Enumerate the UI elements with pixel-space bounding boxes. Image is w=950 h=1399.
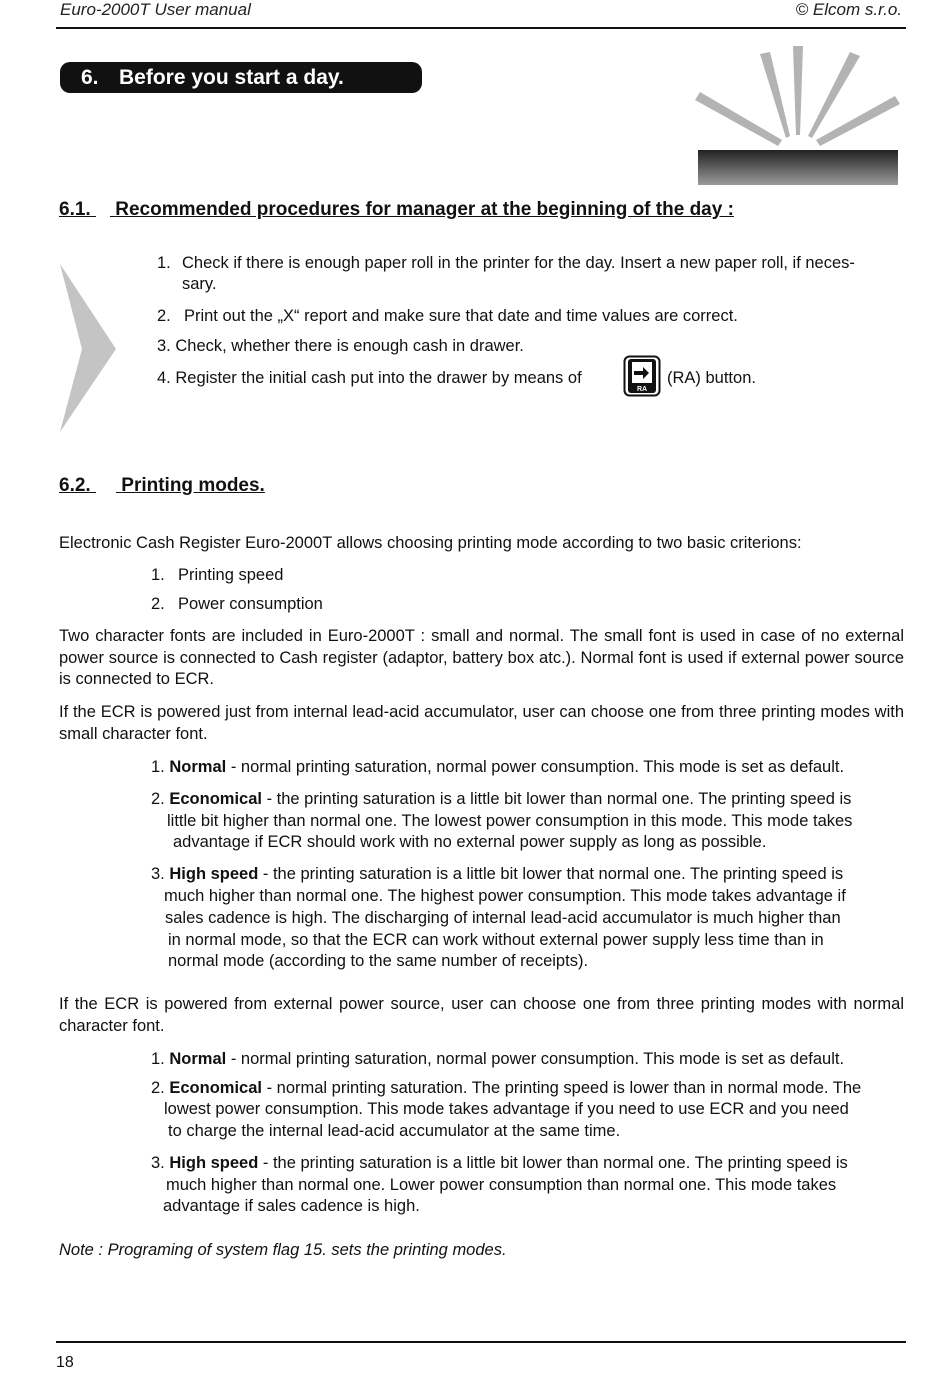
chevron-right-icon (58, 264, 120, 434)
internal-mode-high-speed: 3. High speed - the printing saturation is a little bit lower that normal one. The printing speed is (151, 865, 844, 883)
header-manual-title: Euro-2000T User manual (60, 0, 251, 19)
chapter-number: 6. (81, 66, 99, 89)
step-text: Print out the „X“ report and make sure that date and time values are correct. (183, 307, 738, 325)
criterion-text: Printing speed (177, 566, 284, 584)
header-copyright: © Elcom s.r.o. (795, 0, 902, 19)
section-6-1-title: Recommended procedures for manager at the beginning of the day : (115, 199, 734, 220)
internal-mode-high-speed-line-5: normal mode (according to the same number of receipts). (168, 952, 589, 970)
external-mode-high-speed-line-3: advantage if sales cadence is high. (163, 1197, 420, 1215)
ra-key-icon (623, 355, 661, 397)
step-1-line-1: Check if there is enough paper roll in the printer for the day. Insert a new paper roll, if neces- (182, 254, 855, 272)
external-mode-economical: 2. Economical - normal printing saturation. The printing speed is lower than in normal mode. The (151, 1079, 862, 1097)
step-number: 1. (157, 254, 171, 272)
external-mode-high-speed: 3. High speed - the printing saturation is a little bit lower than normal one. The printing speed is (151, 1154, 848, 1172)
mode-name: Normal (169, 1050, 227, 1068)
step-number: 3. (157, 337, 171, 355)
external-power-paragraph: If the ECR is powered from external power source, user can choose one from three printing modes with normal character font. (59, 995, 904, 1035)
section-6-2-title: Printing modes. (121, 475, 265, 496)
section-6-1-heading (59, 199, 734, 221)
step-2 (157, 306, 738, 328)
mode-name: Normal (169, 758, 227, 776)
criterion-number: 1. (151, 566, 165, 584)
mode-name: High speed (169, 1154, 259, 1172)
fonts-paragraph: Two character fonts are included in Euro-2000T : small and normal. The small font is used in case of no external power source is connected to Cash register (adaptor, battery box atc.). Normal font is used if external power source is connected to ECR. (59, 627, 904, 689)
criterion-text: Power consumption (177, 595, 323, 613)
criterion-2 (151, 594, 323, 616)
criterion-number: 2. (151, 595, 165, 613)
section-6-2-number: 6.2. (59, 475, 91, 496)
internal-mode-normal: 1. Normal - normal printing saturation, normal power consumption. This mode is set as default. (151, 758, 845, 776)
step-4-text-after: (RA) button. (667, 369, 756, 387)
mode-name: Economical (169, 1079, 262, 1097)
step-3 (157, 336, 524, 358)
criterion-1 (151, 565, 283, 587)
external-mode-economical-line-3: to charge the internal lead-acid accumulator at the same time. (168, 1122, 621, 1140)
step-number: 4. (157, 369, 171, 387)
step-1 (157, 253, 171, 275)
page-number: 18 (56, 1354, 74, 1371)
internal-mode-economical-line-3: advantage if ECR should work with no external power supply as long as possible. (173, 833, 767, 851)
printing-modes-intro: Electronic Cash Register Euro-2000T allows choosing printing mode according to two basic criterions: (59, 534, 802, 552)
mode-name: High speed (169, 865, 259, 883)
footer-rule (56, 1341, 906, 1343)
internal-mode-economical: 2. Economical - the printing saturation is a little bit lower than normal one. The printing speed is (151, 790, 852, 808)
external-mode-high-speed-line-2: much higher than normal one. Lower power consumption than normal one. This mode takes (166, 1176, 837, 1194)
section-6-1-number: 6.1. (59, 199, 91, 220)
mode-name: Economical (169, 790, 262, 808)
step-number: 2. (157, 307, 171, 325)
header-rule (56, 27, 906, 29)
internal-mode-economical-line-2: little bit higher than normal one. The lowest power consumption in this mode. This mode takes (167, 812, 853, 830)
internal-mode-high-speed-line-2: much higher than normal one. The highest power consumption. This mode takes advantage if (164, 887, 846, 905)
external-mode-normal: 1. Normal - normal printing saturation, normal power consumption. This mode is set as default. (151, 1050, 845, 1068)
step-4 (157, 368, 582, 390)
ra-key-label: RA (636, 386, 648, 393)
internal-mode-high-speed-line-4: in normal mode, so that the ECR can work without external power supply less time than in (168, 931, 824, 949)
step-text-before: Register the initial cash put into the drawer by means of (175, 369, 582, 387)
external-mode-economical-line-2: lowest power consumption. This mode takes advantage if you need to use ECR and you need (164, 1100, 849, 1118)
chapter-title: Before you start a day. (119, 66, 344, 89)
internal-power-paragraph: If the ECR is powered just from internal lead-acid accumulator, user can choose one from three printing modes with small character font. (59, 703, 904, 743)
internal-mode-high-speed-line-3: sales cadence is high. The discharging of internal lead-acid accumulator is much higher than (165, 909, 841, 927)
section-6-2-heading (59, 475, 265, 497)
step-1-line-2: sary. (182, 275, 217, 293)
printing-mode-note: Note : Programing of system flag 15. sets the printing modes. (59, 1241, 507, 1259)
sunrise-rays-icon (690, 40, 910, 190)
chapter-title-banner (60, 62, 422, 93)
step-text: Check, whether there is enough cash in drawer. (175, 337, 524, 355)
